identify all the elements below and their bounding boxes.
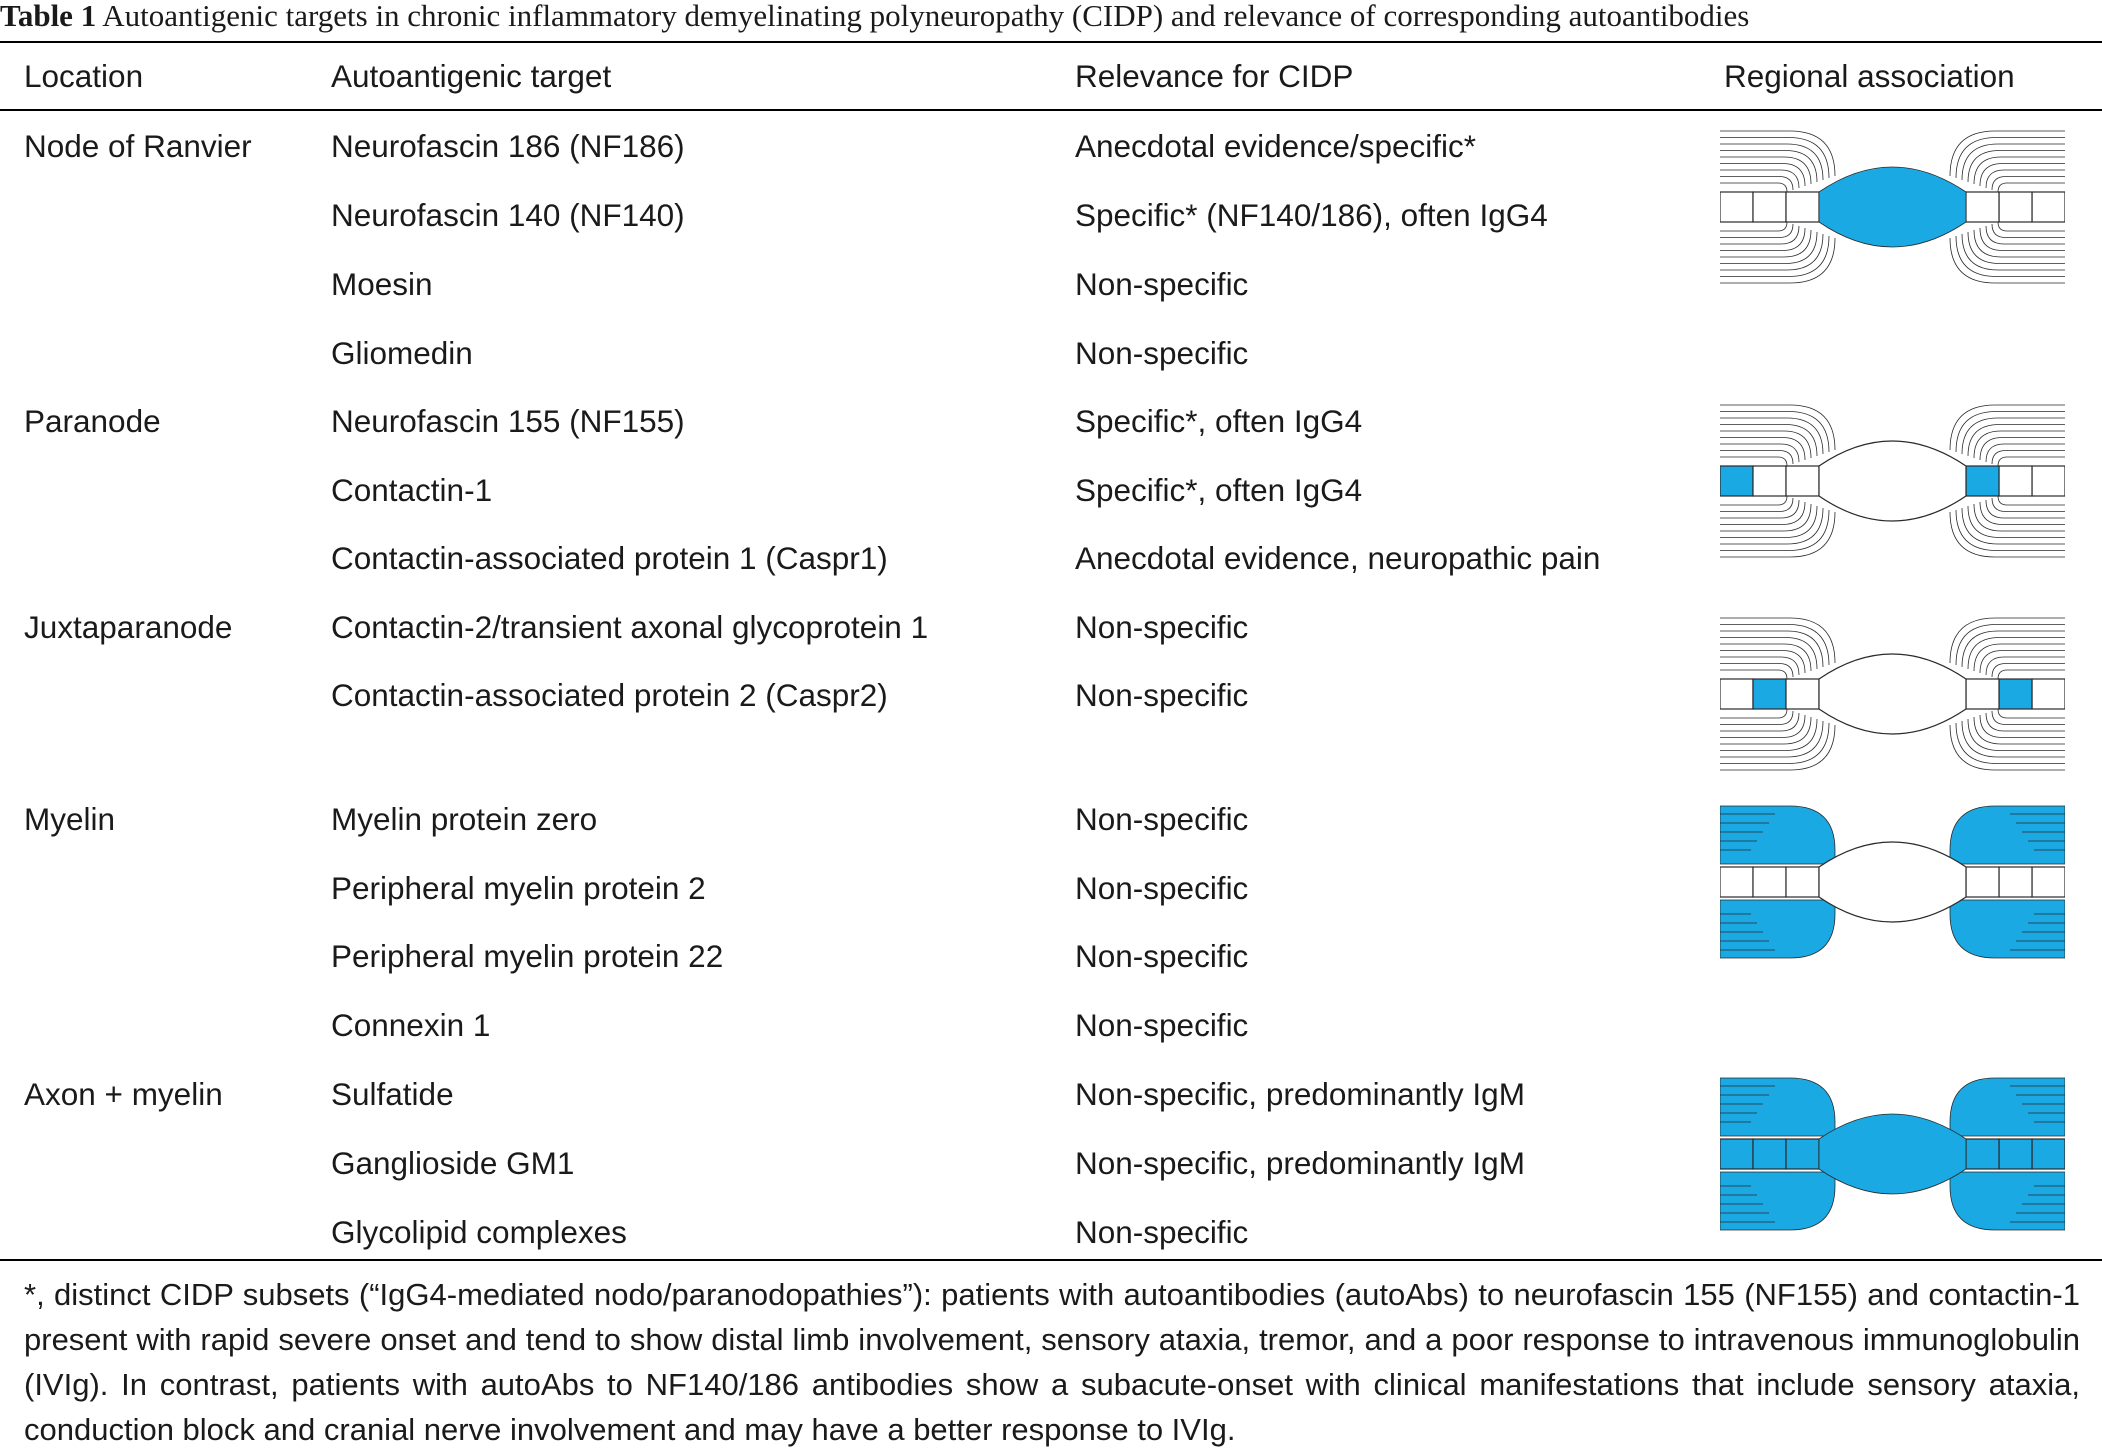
myelin-lamella-line — [1998, 457, 2065, 466]
axon-compartment-box — [2032, 1139, 2065, 1169]
axon-compartment-box — [1720, 679, 1753, 709]
axon-compartment-box — [1753, 867, 1786, 897]
axon-compartment-box — [1753, 466, 1786, 496]
myelin-lamella-line — [1720, 425, 1817, 457]
myelin-lamella-line — [1956, 412, 2065, 453]
table-footnote: *, distinct CIDP subsets (“IgG4-mediated nodo/paranodopathies”): patients with autoantibodies (autoAbs) to neurofascin 155 (NF155) and contactin-1 present with rapid severe onset and tend to show distal limb involvement, sensory ataxia, tremor, and a poor response to intravenous immunoglobulin (IVIg). In contrast, patients with autoAbs to NF140/186 antibodies show a subacute-onset with clinical manifestations that include sensory ataxia, conduction block and cranial nerve involvement and may have a better response to IVIg. — [24, 1277, 2080, 1447]
myelin-lamella-line — [1720, 510, 1829, 551]
myelin-lamella-line — [1968, 232, 2065, 264]
relevance-cell: Non-specific — [1075, 801, 1249, 837]
myelin-lamella-line — [1986, 657, 2065, 675]
axon-compartment-box — [1720, 466, 1753, 496]
myelin-lamella-line — [1720, 226, 1799, 244]
table-caption — [0, 0, 2102, 36]
axon-compartment-box — [1966, 466, 1999, 496]
myelin-lamella-line — [1956, 138, 2065, 179]
node-bulge-shape — [1819, 842, 1966, 922]
myelin-lamella-line — [1720, 631, 1823, 667]
myelin-lamella-line — [1720, 412, 1829, 453]
axon-compartment-box — [1999, 192, 2032, 222]
axon-compartment-box — [1966, 867, 1999, 897]
myelin-lamella-line — [1720, 496, 1787, 505]
myelin-lamella-line — [1720, 183, 1787, 192]
myelin-lamella-line — [1720, 719, 1817, 751]
myelin-lamella-line — [1956, 625, 2065, 666]
location-cell: Myelin — [24, 801, 116, 837]
myelin-sheath-shape — [1950, 900, 2065, 958]
paranode-diagram — [1720, 401, 2065, 561]
myelin-lamella-line — [1720, 713, 1799, 731]
target-cell: Gliomedin — [331, 335, 473, 371]
relevance-cell: Non-specific — [1075, 1007, 1249, 1043]
axon-compartment-box — [1999, 679, 2032, 709]
myelin-lamella-line — [1720, 232, 1817, 264]
target-cell: Ganglioside GM1 — [331, 1145, 575, 1181]
target-cell: Neurofascin 155 (NF155) — [331, 403, 685, 439]
myelin-lamella-line — [1998, 183, 2065, 192]
target-cell: Contactin-2/transient axonal glycoprotein 1 — [331, 609, 929, 645]
myelin-lamella-line — [1720, 431, 1811, 458]
axon-compartment-box — [1999, 1139, 2032, 1169]
myelin-lamella-line — [1720, 151, 1817, 183]
myelin-lamella-line — [1974, 431, 2065, 458]
myelin-lamella-line — [1962, 418, 2065, 454]
header-regional-association: Regional association — [1724, 58, 2015, 94]
node-of-ranvier-diagram — [1720, 127, 2065, 287]
axon-compartment-box — [2032, 679, 2065, 709]
myelin-lamella-line — [1986, 170, 2065, 188]
target-cell: Peripheral myelin protein 2 — [331, 870, 706, 906]
header-relevance: Relevance for CIDP — [1075, 58, 1354, 94]
myelin-lamella-line — [1720, 144, 1823, 180]
myelin-lamella-line — [1720, 457, 1787, 466]
myelin-lamella-line — [1720, 508, 1823, 544]
myelin-lamella-line — [1720, 709, 1787, 718]
myelin-lamella-line — [1974, 157, 2065, 184]
target-cell: Sulfatide — [331, 1076, 454, 1112]
relevance-cell: Non-specific — [1075, 677, 1249, 713]
myelin-lamella-line — [1720, 157, 1811, 184]
axon-compartment-box — [1753, 192, 1786, 222]
axon-compartment-box — [1720, 192, 1753, 222]
target-cell: Moesin — [331, 266, 433, 302]
target-cell: Myelin protein zero — [331, 801, 598, 837]
target-cell: Peripheral myelin protein 22 — [331, 938, 724, 974]
myelin-lamella-line — [1962, 144, 2065, 180]
axon-compartment-box — [1720, 867, 1753, 897]
relevance-cell: Anecdotal evidence, neuropathic pain — [1075, 540, 1601, 576]
axon-compartment-box — [1999, 867, 2032, 897]
myelin-lamella-line — [1720, 638, 1817, 670]
target-cell: Glycolipid complexes — [331, 1214, 627, 1250]
relevance-cell: Non-specific — [1075, 266, 1249, 302]
myelin-lamella-line — [1720, 625, 1829, 666]
myelin-lamella-line — [1968, 151, 2065, 183]
myelin-lamella-line — [1986, 444, 2065, 462]
myelin-lamella-line — [1720, 721, 1823, 757]
myelin-lamella-line — [1962, 631, 2065, 667]
myelin-sheath-shape — [1720, 1172, 1835, 1230]
myelin-lamella-line — [1720, 717, 1811, 744]
myelin-lamella-line — [1720, 170, 1799, 188]
myelin-sheath-shape — [1950, 806, 2065, 864]
myelin-lamella-line — [1956, 723, 2065, 764]
myelin-sheath-shape — [1950, 1078, 2065, 1136]
node-bulge-shape — [1819, 1114, 1966, 1194]
header-location: Location — [24, 58, 144, 94]
location-cell: Juxtaparanode — [24, 609, 233, 645]
myelin-lamella-line — [1986, 713, 2065, 731]
relevance-cell: Non-specific — [1075, 609, 1249, 645]
myelin-lamella-line — [1720, 506, 1817, 538]
axon-compartment-box — [1999, 466, 2032, 496]
table-caption-text: Autoantigenic targets in chronic inflammatory demyelinating polyneuropathy (CIDP) and relevance of corresponding autoantibodies — [102, 0, 1750, 33]
axon-compartment-box — [1786, 679, 1819, 709]
relevance-cell: Non-specific — [1075, 1214, 1249, 1250]
myelin-lamella-line — [1720, 723, 1829, 764]
myelin-lamella-line — [1962, 234, 2065, 270]
myelin-lamella-line — [1962, 508, 2065, 544]
axon-compartment-box — [2032, 466, 2065, 496]
axon-compartment-box — [1786, 192, 1819, 222]
axon-compartment-box — [2032, 192, 2065, 222]
target-cell: Contactin-1 — [331, 472, 493, 508]
myelin-lamella-line — [1998, 496, 2065, 505]
myelin-sheath-shape — [1950, 1172, 2065, 1230]
myelin-lamella-line — [1998, 222, 2065, 231]
myelin-lamella-line — [1986, 500, 2065, 518]
myelin-lamella-line — [1956, 236, 2065, 277]
myelin-lamella-line — [1986, 226, 2065, 244]
axon-compartment-box — [1786, 867, 1819, 897]
target-cell: Neurofascin 186 (NF186) — [331, 128, 685, 164]
relevance-cell: Non-specific — [1075, 938, 1249, 974]
myelin-lamella-line — [1720, 230, 1811, 257]
axon-compartment-box — [1966, 679, 1999, 709]
target-cell: Contactin-associated protein 1 (Caspr1) — [331, 540, 888, 576]
relevance-cell: Non-specific — [1075, 870, 1249, 906]
node-bulge-shape — [1819, 441, 1966, 521]
axon-compartment-box — [1786, 466, 1819, 496]
myelin-lamella-line — [1998, 709, 2065, 718]
top-rule — [0, 41, 2102, 43]
myelin-lamella-line — [1968, 638, 2065, 670]
target-cell: Neurofascin 140 (NF140) — [331, 197, 685, 233]
axon-compartment-box — [1753, 1139, 1786, 1169]
axon-compartment-box — [1753, 679, 1786, 709]
target-cell: Contactin-associated protein 2 (Caspr2) — [331, 677, 888, 713]
table-caption-label: Table 1 — [0, 0, 97, 33]
myelin-lamella-line — [1720, 657, 1799, 675]
relevance-cell: Non-specific, predominantly IgM — [1075, 1076, 1525, 1112]
myelin-lamella-line — [1962, 721, 2065, 757]
location-cell: Node of Ranvier — [24, 128, 252, 164]
relevance-cell: Specific*, often IgG4 — [1075, 472, 1363, 508]
myelin-lamella-line — [1974, 644, 2065, 671]
target-cell: Connexin 1 — [331, 1007, 491, 1043]
myelin-lamella-line — [1974, 717, 2065, 744]
node-bulge-shape — [1819, 167, 1966, 247]
myelin-lamella-line — [1720, 236, 1829, 277]
myelin-lamella-line — [1968, 425, 2065, 457]
myelin-sheath-shape — [1720, 900, 1835, 958]
myelin-sheath-shape — [1720, 806, 1835, 864]
myelin-lamella-line — [1720, 444, 1799, 462]
header-autoantigenic-target: Autoantigenic target — [331, 58, 612, 94]
myelin-lamella-line — [1974, 230, 2065, 257]
axon-compartment-box — [1966, 1139, 1999, 1169]
myelin-lamella-line — [1956, 510, 2065, 551]
myelin-lamella-line — [1720, 504, 1811, 531]
location-cell: Axon + myelin — [24, 1076, 223, 1112]
juxtaparanode-diagram — [1720, 614, 2065, 774]
myelin-lamella-line — [1998, 670, 2065, 679]
location-cell: Paranode — [24, 403, 161, 439]
header-rule — [0, 109, 2102, 111]
myelin-lamella-line — [1968, 719, 2065, 751]
bottom-rule — [0, 1259, 2102, 1261]
node-bulge-shape — [1819, 654, 1966, 734]
axon-compartment-box — [1720, 1139, 1753, 1169]
myelin-lamella-line — [1720, 138, 1829, 179]
axon-compartment-box — [1966, 192, 1999, 222]
axon-compartment-box — [1786, 1139, 1819, 1169]
axon-myelin-diagram — [1720, 1074, 2065, 1234]
relevance-cell: Non-specific — [1075, 335, 1249, 371]
relevance-cell: Specific*, often IgG4 — [1075, 403, 1363, 439]
myelin-lamella-line — [1720, 500, 1799, 518]
relevance-cell: Specific* (NF140/186), often IgG4 — [1075, 197, 1548, 233]
myelin-lamella-line — [1720, 222, 1787, 231]
relevance-cell: Non-specific, predominantly IgM — [1075, 1145, 1525, 1181]
relevance-cell: Anecdotal evidence/specific* — [1075, 128, 1476, 164]
myelin-diagram — [1720, 802, 2065, 962]
myelin-lamella-line — [1720, 418, 1823, 454]
myelin-lamella-line — [1720, 234, 1823, 270]
axon-compartment-box — [2032, 867, 2065, 897]
myelin-lamella-line — [1974, 504, 2065, 531]
myelin-lamella-line — [1720, 644, 1811, 671]
myelin-lamella-line — [1968, 506, 2065, 538]
myelin-sheath-shape — [1720, 1078, 1835, 1136]
myelin-lamella-line — [1720, 670, 1787, 679]
